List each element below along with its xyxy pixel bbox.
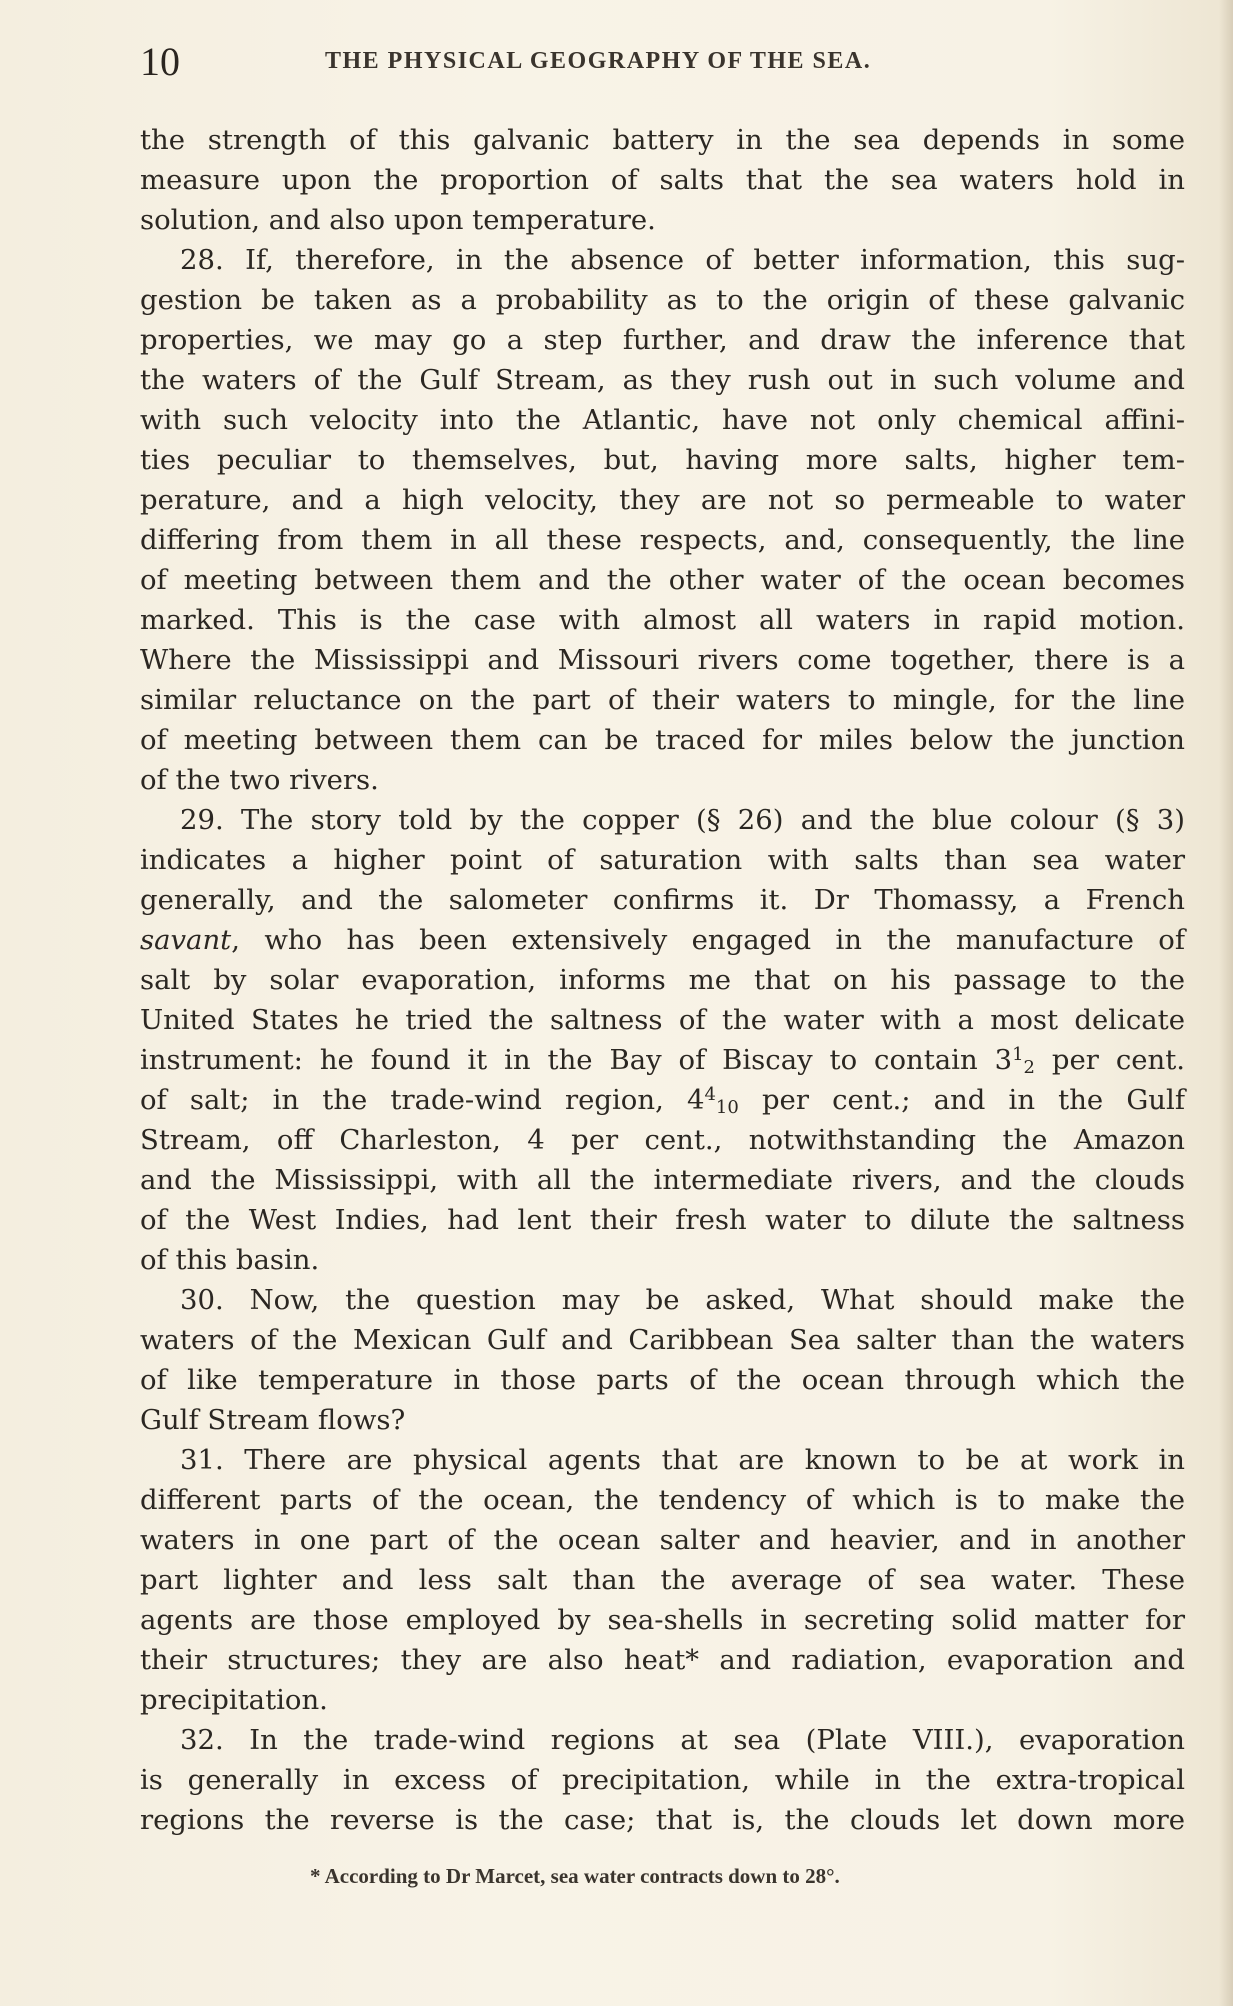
page-edge-shadow xyxy=(1219,0,1233,2006)
text-line: their structures; they are also heat* and radiation, evaporation and xyxy=(140,1644,1185,1676)
text-line: Stream, off Charleston, 4 per cent., notwithstanding the Amazon xyxy=(140,1124,1185,1156)
line-text: per cent.; and in the Gulf xyxy=(738,1084,1185,1116)
body-text xyxy=(140,120,1185,1840)
text-line: of like temperature in those parts of the ocean through which the xyxy=(140,1364,1185,1396)
fraction-numerator: 4 xyxy=(704,1084,716,1105)
fraction xyxy=(1012,1044,1035,1078)
fraction xyxy=(704,1084,739,1118)
running-title: THE PHYSICAL GEOGRAPHY OF THE SEA. xyxy=(325,48,872,74)
text-line: marked. This is the case with almost all waters in rapid motion. xyxy=(140,604,1185,636)
text-line: Where the Mississippi and Missouri rivers come together, there is a xyxy=(140,644,1185,676)
italic-word: savant xyxy=(140,924,232,956)
text-line: 29. The story told by the copper (§ 26) and the blue colour (§ 3) xyxy=(180,804,1185,836)
footnote: * According to Dr Marcet, sea water contracts down to 28°. xyxy=(310,1864,840,1888)
text-line: precipitation. xyxy=(140,1684,328,1716)
text-line: regions the reverse is the case; that is, the clouds let down more xyxy=(140,1804,1185,1836)
text-line: Gulf Stream flows? xyxy=(140,1404,406,1436)
text-line: similar reluctance on the part of their waters to mingle, for the line xyxy=(140,684,1185,716)
text-line: the strength of this galvanic battery in the sea depends in some xyxy=(140,124,1185,156)
text-line xyxy=(140,1040,1185,1080)
text-line: the waters of the Gulf Stream, as they rush out in such volume and xyxy=(140,364,1185,396)
page-header xyxy=(140,38,1180,88)
text-line: salt by solar evaporation, informs me that on his passage to the xyxy=(140,964,1185,996)
line-text: instrument: he found it in the Bay of Biscay to contain 3 xyxy=(140,1044,1013,1076)
text-line: waters in one part of the ocean salter and heavier, and in another xyxy=(140,1524,1185,1556)
text-line: of the West Indies, had lent their fresh water to dilute the saltness xyxy=(140,1204,1185,1236)
line-text: of salt; in the trade-wind region, 4 xyxy=(140,1084,705,1116)
page-number: 10 xyxy=(140,39,180,84)
text-line: of meeting between them and the other water of the ocean becomes xyxy=(140,564,1185,596)
text-line xyxy=(140,1080,1185,1120)
text-line: 28. If, therefore, in the absence of better information, this sug- xyxy=(180,244,1185,276)
text-line: waters of the Mexican Gulf and Caribbean Sea salter than the waters xyxy=(140,1324,1185,1356)
line-text: per cent. xyxy=(1034,1044,1186,1076)
text-line: different parts of the ocean, the tendency of which is to make the xyxy=(140,1484,1185,1516)
text-line: with such velocity into the Atlantic, have not only chemical affini- xyxy=(140,404,1185,436)
text-line: generally, and the salometer confirms it. Dr Thomassy, a French xyxy=(140,884,1185,916)
text-line: agents are those employed by sea-shells in secreting solid matter for xyxy=(140,1604,1185,1636)
text-line: solution, and also upon temperature. xyxy=(140,204,656,236)
fraction-denominator: 2 xyxy=(1023,1057,1035,1078)
text-line: ties peculiar to themselves, but, having more salts, higher tem- xyxy=(140,444,1185,476)
text-line: indicates a higher point of saturation with salts than sea water xyxy=(140,844,1185,876)
text-line: differing from them in all these respects, and, consequently, the line xyxy=(140,524,1185,556)
text-line: United States he tried the saltness of the water with a most delicate xyxy=(140,1004,1185,1036)
text-line xyxy=(140,920,1185,960)
text-line: gestion be taken as a probability as to the origin of these galvanic xyxy=(140,284,1185,316)
fraction-denominator: 10 xyxy=(715,1097,739,1118)
text-line: of the two rivers. xyxy=(140,764,379,796)
text-line: 30. Now, the question may be asked, What should make the xyxy=(180,1284,1185,1316)
text-line: perature, and a high velocity, they are not so permeable to water xyxy=(140,484,1185,516)
text-line: of this basin. xyxy=(140,1244,320,1276)
fraction-numerator: 1 xyxy=(1012,1044,1024,1065)
text-line: and the Mississippi, with all the intermediate rivers, and the clouds xyxy=(140,1164,1185,1196)
text-line: 32. In the trade-wind regions at sea (Plate VIII.), evaporation xyxy=(180,1724,1185,1756)
text-line: properties, we may go a step further, and draw the inference that xyxy=(140,324,1185,356)
text-line: part lighter and less salt than the average of sea water. These xyxy=(140,1564,1185,1596)
text-line: is generally in excess of precipitation, while in the extra-tropical xyxy=(140,1764,1185,1796)
text-line: 31. There are physical agents that are known to be at work in xyxy=(180,1444,1185,1476)
text-line: of meeting between them can be traced for miles below the junction xyxy=(140,724,1185,756)
line-text: , who has been extensively engaged in the manufacture of xyxy=(231,924,1185,956)
text-line: measure upon the proportion of salts that the sea waters hold in xyxy=(140,164,1185,196)
